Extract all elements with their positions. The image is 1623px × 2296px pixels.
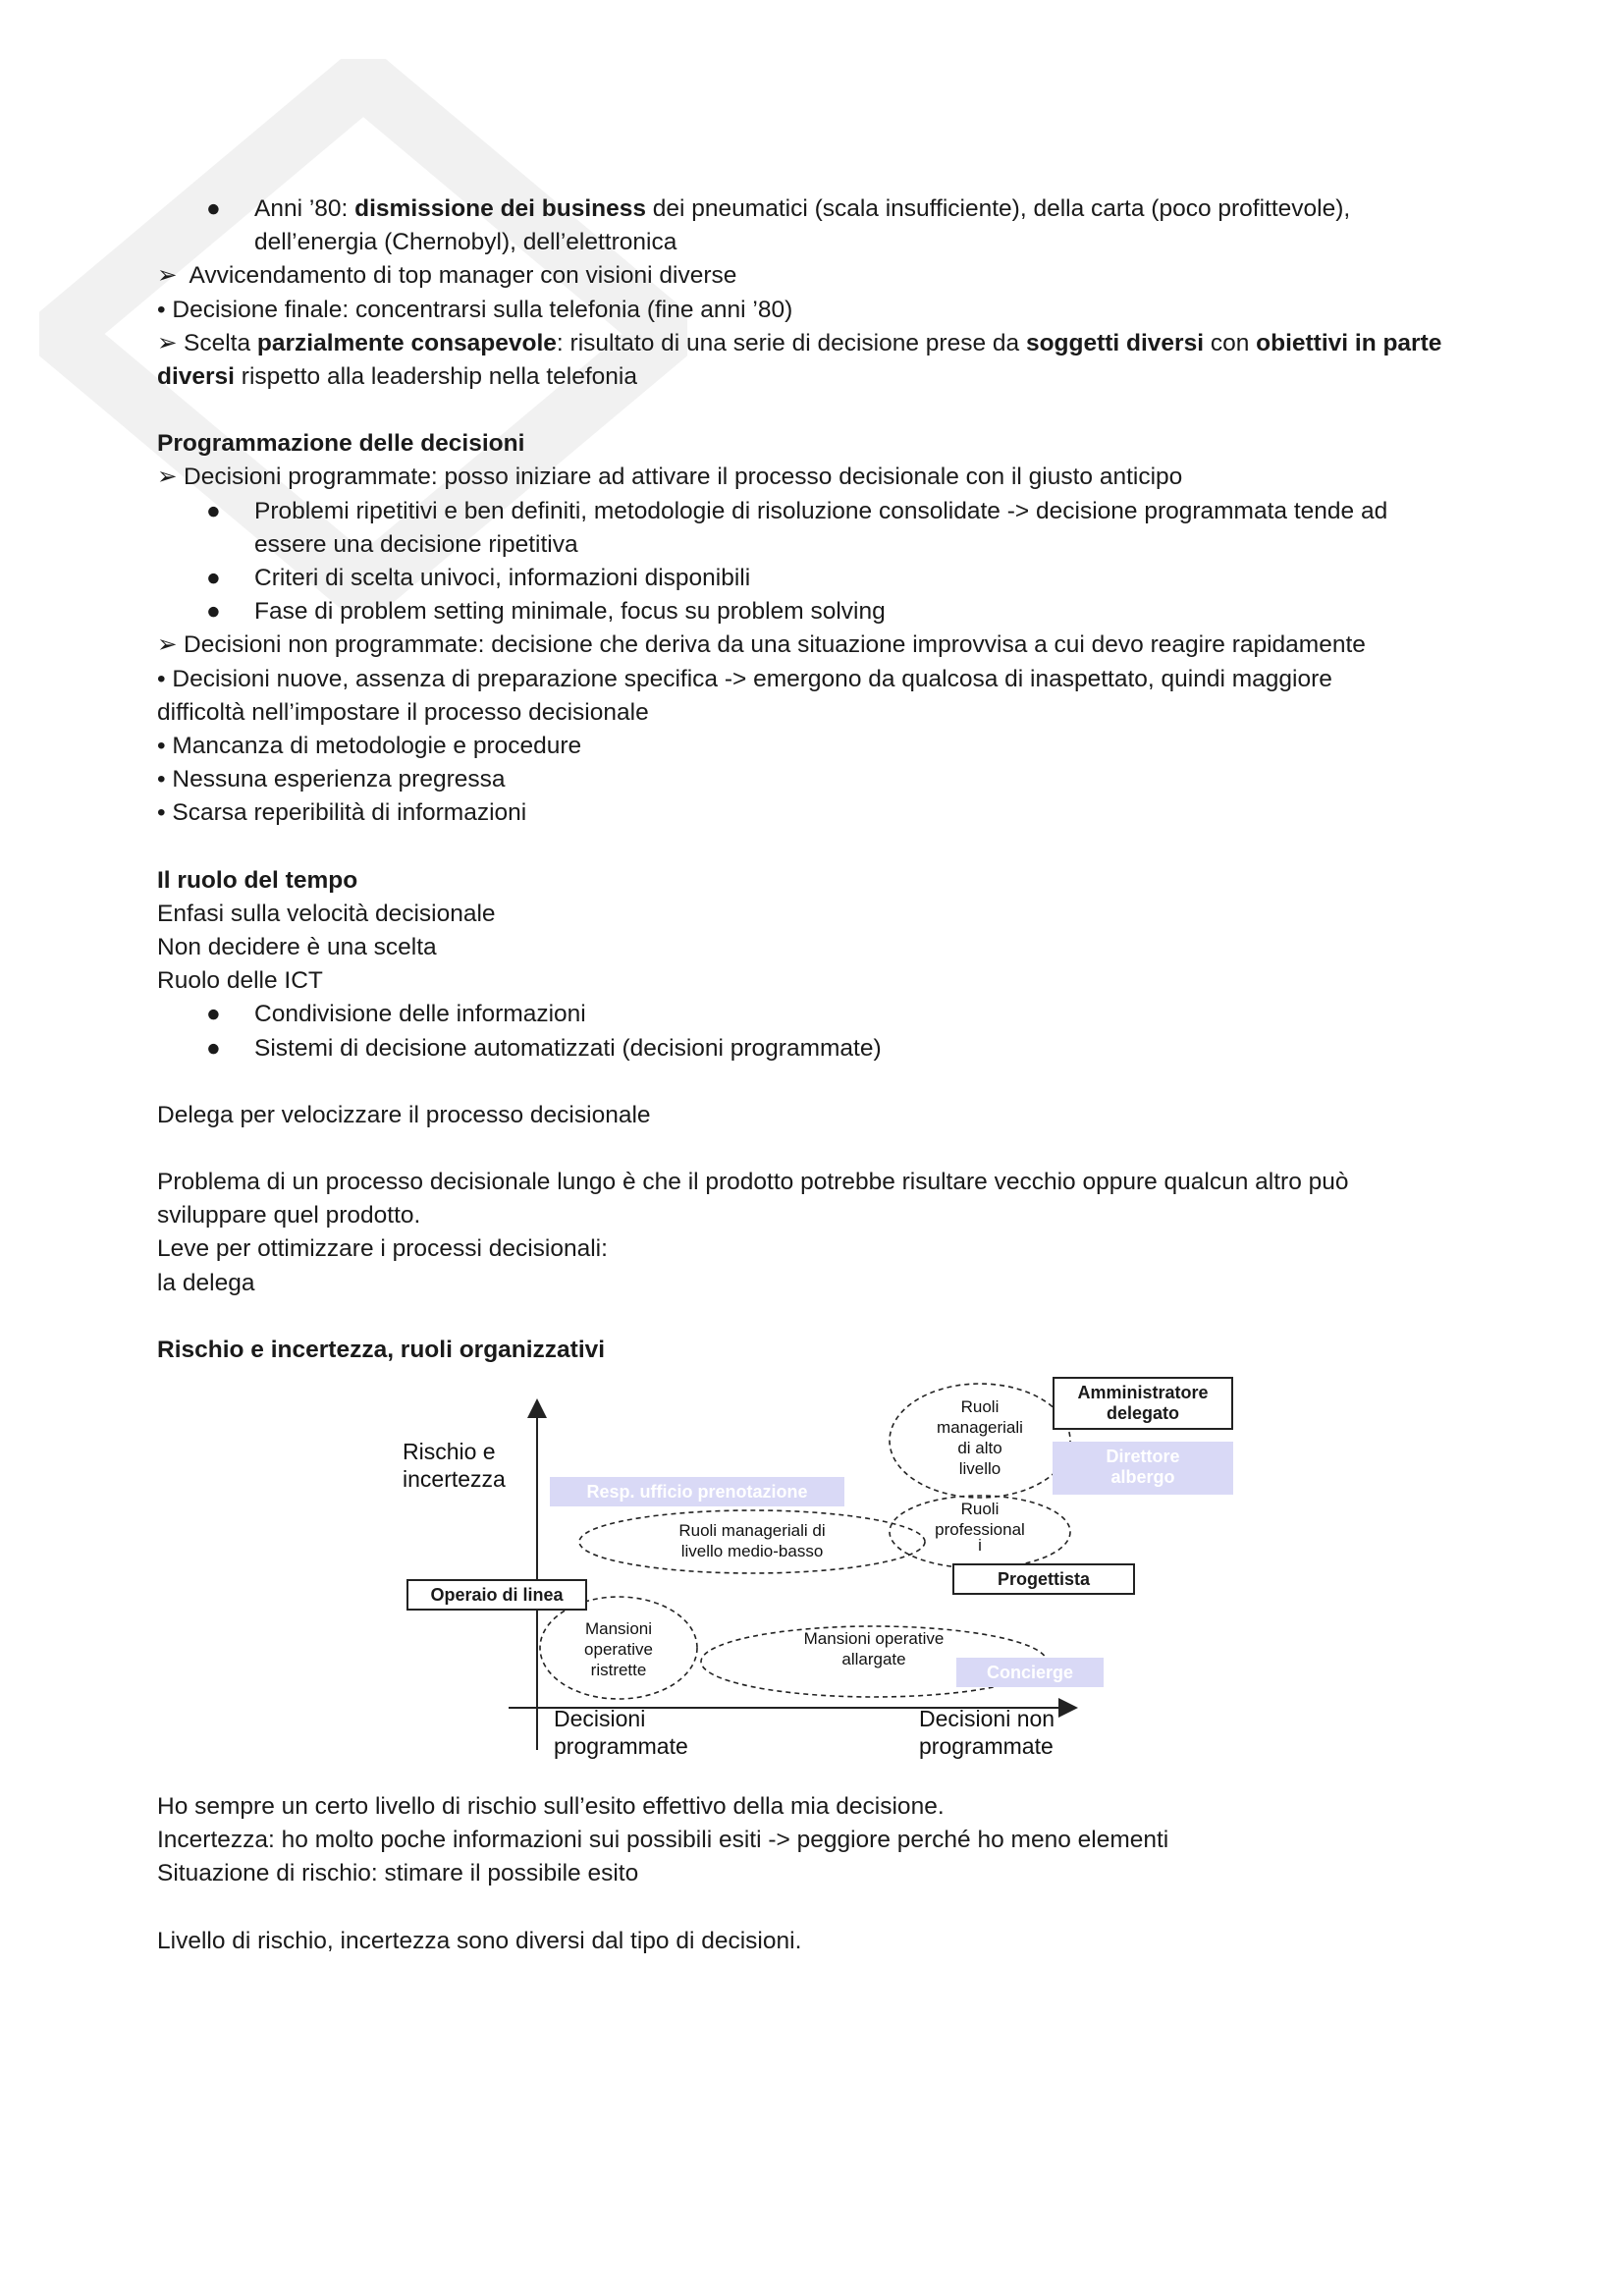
text-line: Leve per ottimizzare i processi decisionali: (157, 1235, 608, 1263)
document-body (157, 192, 1473, 1367)
bullet-dot-icon: ● (206, 195, 221, 222)
label-mansioni-ristrette: Mansioni operative ristrette (584, 1619, 653, 1679)
x-axis-left-label: Decisioni programmate (554, 1706, 688, 1759)
label-ruoli-professional: Ruoli professional i (935, 1500, 1025, 1555)
box-progettista: Progettista (952, 1563, 1135, 1595)
roles-diagram (393, 1367, 1257, 1760)
arrow-avvicendamento: ➢ Avvicendamento di top manager con visioni diverse (157, 259, 1473, 293)
text-line: Situazione di rischio: stimare il possibile esito (157, 1860, 639, 1887)
box-concierge: Concierge (956, 1658, 1104, 1687)
list-item: ● Problemi ripetitivi e ben definiti, metodologie di risoluzione consolidate -> decisione programmata tende ad (157, 495, 1473, 528)
box-direttore: Direttore albergo (1053, 1442, 1233, 1495)
list-item: • Nessuna esperienza pregressa (157, 766, 506, 793)
arrow-bullet-icon: ➢ (157, 464, 178, 491)
text-line: la delega (157, 1269, 255, 1296)
bullet-dot-icon: ● (206, 565, 221, 592)
list-item: ● Fase di problem setting minimale, focus su problem solving (157, 595, 1473, 629)
bullet-dismissione: ● Anni ’80: dismissione dei business dei pneumatici (scala insufficiente), della carta (poco profittevole), (157, 192, 1473, 226)
text-line: sviluppare quel prodotto. (157, 1202, 421, 1230)
arrow-bullet-icon: ➢ (157, 262, 178, 290)
label-ruoli-alto: Ruoli manageriali di alto livello (937, 1397, 1023, 1478)
list-item: ● Sistemi di decisione automatizzati (decisioni programmate) (157, 1032, 1473, 1066)
arrow-bullet-icon: ➢ (157, 631, 178, 659)
list-item-cont: essere una decisione ripetitiva (254, 530, 578, 558)
decisione-finale: • Decisione finale: concentrarsi sulla telefonia (fine anni ’80) (157, 296, 793, 323)
document-body-after-diagram (157, 1790, 1473, 1958)
delega-line: Delega per velocizzare il processo decisionale (157, 1101, 651, 1128)
box-operaio: Operaio di linea (406, 1579, 587, 1611)
bullet-dot-icon: ● (206, 497, 221, 524)
list-item: • Decisioni nuove, assenza di preparazione specifica -> emergono da qualcosa di inaspettato, quindi maggiore (157, 665, 1332, 692)
bullet-dot-icon: ● (206, 1034, 221, 1062)
y-axis-label: Rischio e incertezza (403, 1439, 506, 1492)
arrow-scelta: ➢ Scelta parzialmente consapevole: risultato di una serie di decisione prese da soggetti diversi con obiettivi in parte (157, 327, 1473, 360)
list-item: ● Condivisione delle informazioni (157, 998, 1473, 1031)
bullet-dot-icon: ● (206, 598, 221, 626)
text-line: Livello di rischio, incertezza sono diversi dal tipo di decisioni. (157, 1927, 802, 1954)
text-line: Incertezza: ho molto poche informazioni sui possibili esiti -> peggiore perché ho meno elementi (157, 1827, 1169, 1854)
arrow-scelta-cont: diversi rispetto alla leadership nella telefonia (157, 363, 637, 391)
arrow-non-programmate: ➢ Decisioni non programmate: decisione che deriva da una situazione improvvisa a cui devo reagire rapidamente (157, 629, 1473, 662)
text-line: Problema di un processo decisionale lungo è che il prodotto potrebbe risultare vecchio oppure qualcun altro può (157, 1169, 1349, 1196)
label-mansioni-allargate: Mansioni operative allargate (803, 1629, 945, 1668)
arrow-bullet-icon: ➢ (157, 329, 178, 356)
list-item: • Mancanza di metodologie e procedure (157, 733, 582, 760)
box-resp-prenotazione: Resp. ufficio prenotazione (550, 1477, 844, 1506)
text-line: Non decidere è una scelta (157, 934, 437, 961)
label-ruoli-medio: Ruoli manageriali di livello medio-basso (678, 1521, 826, 1560)
heading-ruolo-tempo: Il ruolo del tempo (157, 866, 358, 894)
text-line: Enfasi sulla velocità decisionale (157, 900, 496, 927)
bullet-dot-icon: ● (206, 1001, 221, 1028)
text-line: Ruolo delle ICT (157, 967, 323, 995)
list-item-cont: difficoltà nell’impostare il processo decisionale (157, 698, 649, 726)
box-amministratore: Amministratore delegato (1053, 1377, 1233, 1430)
bullet-dismissione-cont: dell’energia (Chernobyl), dell’elettronica (254, 229, 677, 256)
list-item: • Scarsa reperibilità di informazioni (157, 799, 527, 827)
text-line: Ho sempre un certo livello di rischio sull’esito effettivo della mia decisione. (157, 1793, 945, 1820)
heading-rischio: Rischio e incertezza, ruoli organizzativi (157, 1336, 606, 1363)
arrow-programmate: ➢ Decisioni programmate: posso iniziare ad attivare il processo decisionale con il giusto anticipo (157, 461, 1473, 494)
x-axis-right-label: Decisioni non programmate (919, 1706, 1055, 1759)
heading-programmazione: Programmazione delle decisioni (157, 430, 525, 458)
list-item: ● Criteri di scelta univoci, informazioni disponibili (157, 562, 1473, 595)
